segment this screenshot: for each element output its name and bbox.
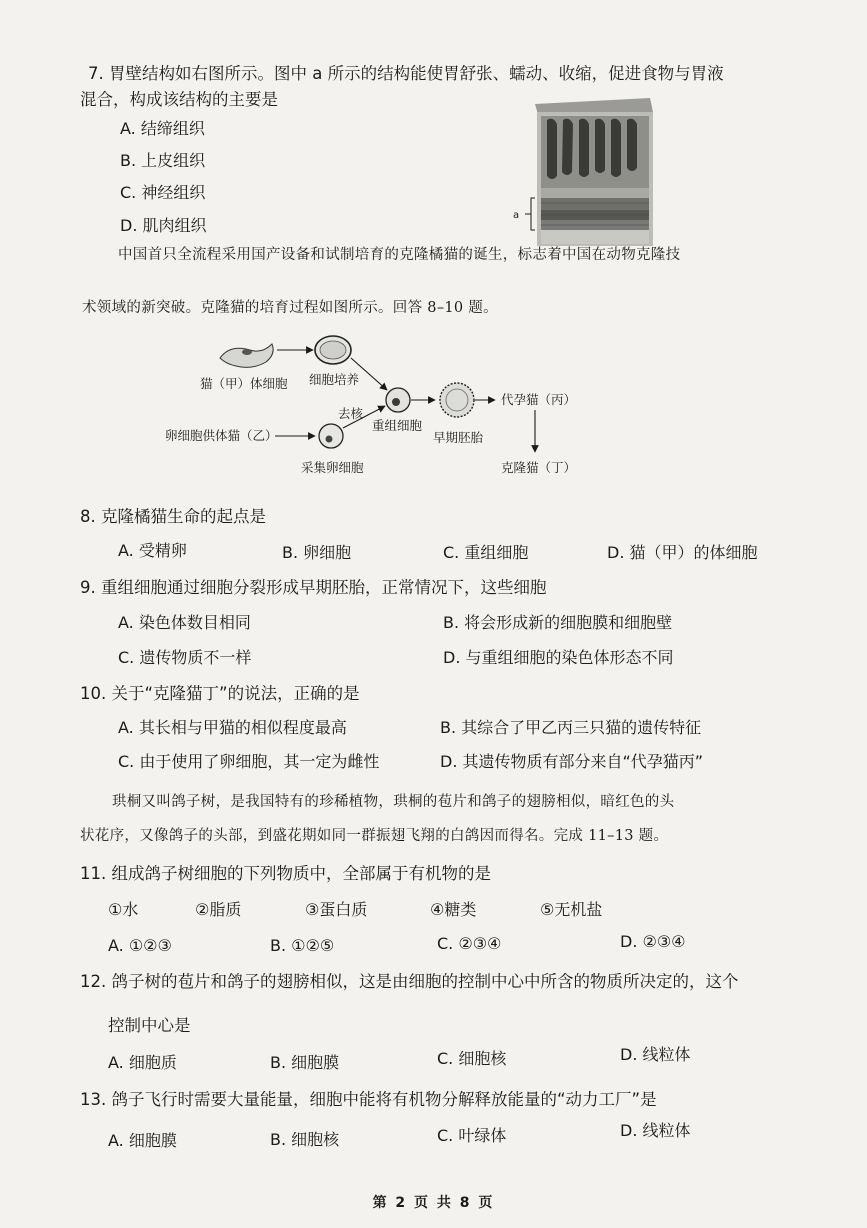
label-enucleate: 去核 [338,406,364,421]
embryo-icon [440,383,474,417]
label-clone: 克隆猫（丁） [501,460,577,475]
q7-stem-line1: 7. 胃壁结构如右图所示。图中 a 所示的结构能使胃舒张、蠕动、收缩，促进食物与胃液 [88,64,724,83]
q9-option-a: A. 染色体数目相同 [118,613,251,632]
q7-option-a: A. 结缔组织 [120,119,205,138]
q13-option-d: D. 线粒体 [620,1121,691,1140]
q8-option-c: C. 重组细胞 [443,543,529,562]
q10-option-a: A. 其长相与甲猫的相似程度最高 [118,718,347,737]
q13-option-a: A. 细胞膜 [108,1131,177,1150]
q8-option-b: B. 卵细胞 [282,543,352,562]
recombined-cell-icon [386,388,410,412]
q12-option-b: B. 细胞膜 [270,1053,340,1072]
q12-option-a: A. 细胞质 [108,1053,177,1072]
q13-option-c: C. 叶绿体 [437,1126,507,1145]
q12-stem-line2: 控制中心是 [108,1016,191,1035]
q10-option-d: D. 其遗传物质有部分来自“代孕猫丙” [440,752,704,771]
q9-option-b: B. 将会形成新的细胞膜和细胞壁 [443,613,673,632]
q9-option-c: C. 遗传物质不一样 [118,648,252,667]
q12-stem-line1: 12. 鸽子树的苞片和鸽子的翅膀相似，这是由细胞的控制中心中所含的物质所决定的，这个 [80,972,739,991]
q7-stem-line2: 混合，构成该结构的主要是 [80,90,278,109]
q8-option-d: D. 猫（甲）的体细胞 [607,543,758,562]
q12-option-c: C. 细胞核 [437,1049,507,1068]
q13-option-b: B. 细胞核 [270,1130,340,1149]
q12-option-d: D. 线粒体 [620,1045,691,1064]
q11-item-4: ④糖类 [430,900,477,919]
stomach-wall-figure [505,90,655,250]
q11-stem: 11. 组成鸽子树细胞的下列物质中，全部属于有机物的是 [80,864,491,883]
label-surrogate: 代孕猫（丙） [501,392,577,407]
label-recombined: 重组细胞 [372,418,423,433]
q13-stem: 13. 鸽子飞行时需要大量能量，细胞中能将有机物分解释放能量的“动力工厂”是 [80,1090,657,1109]
q10-option-c: C. 由于使用了卵细胞，其一定为雌性 [118,752,380,771]
q11-item-5: ⑤无机盐 [540,900,603,919]
q7-option-b: B. 上皮组织 [120,151,206,170]
label-cell-culture: 细胞培养 [309,372,360,387]
q11-item-1: ①水 [108,900,139,919]
q7-option-d: D. 肌肉组织 [120,216,207,235]
label-early-embryo: 早期胚胎 [433,430,484,445]
page-footer: 第 2 页 共 8 页 [372,1195,495,1211]
q9-stem: 9. 重组细胞通过细胞分裂形成早期胚胎，正常情况下，这些细胞 [80,578,547,597]
q11-option-d: D. ②③④ [620,932,686,951]
culture-dish-icon [315,336,351,364]
q8-stem: 8. 克隆橘猫生命的起点是 [80,507,266,526]
figure-label-a: a [513,210,520,221]
passage1-line1: 中国首只全流程采用国产设备和试制培育的克隆橘猫的诞生，标志着中国在动物克隆技 [118,247,681,263]
q8-option-a: A. 受精卵 [118,541,187,560]
q11-option-b: B. ①②⑤ [270,936,335,955]
q7-option-c: C. 神经组织 [120,183,206,202]
q11-item-3: ③蛋白质 [305,900,368,919]
q11-option-a: A. ①②③ [108,936,172,955]
passage2-line1: 珙桐又叫鸽子树，是我国特有的珍稀植物，珙桐的苞片和鸽子的翅膀相似，暗红色的头 [112,794,675,810]
q9-option-d: D. 与重组细胞的染色体形态不同 [443,648,674,667]
label-cat-a-somatic: 猫（甲）体细胞 [200,376,288,391]
q10-stem: 10. 关于“克隆猫丁”的说法，正确的是 [80,684,360,703]
tissue-icon [220,344,273,367]
egg-cell-icon [319,424,343,448]
passage2-line2: 状花序，又像鸽子的头部，到盛花期如同一群振翅飞翔的白鸽因而得名。完成 11–13 题。 [80,828,669,844]
q11-item-2: ②脂质 [195,900,242,919]
label-egg-collect: 采集卵细胞 [301,460,364,475]
q11-option-c: C. ②③④ [437,934,502,953]
passage1-line2: 术领域的新突破。克隆猫的培育过程如图所示。回答 8–10 题。 [82,300,498,316]
q10-option-b: B. 其综合了甲乙丙三只猫的遗传特征 [440,718,702,737]
label-egg-donor: 卵细胞供体猫（乙） [165,428,278,443]
cloning-process-diagram [165,328,595,488]
